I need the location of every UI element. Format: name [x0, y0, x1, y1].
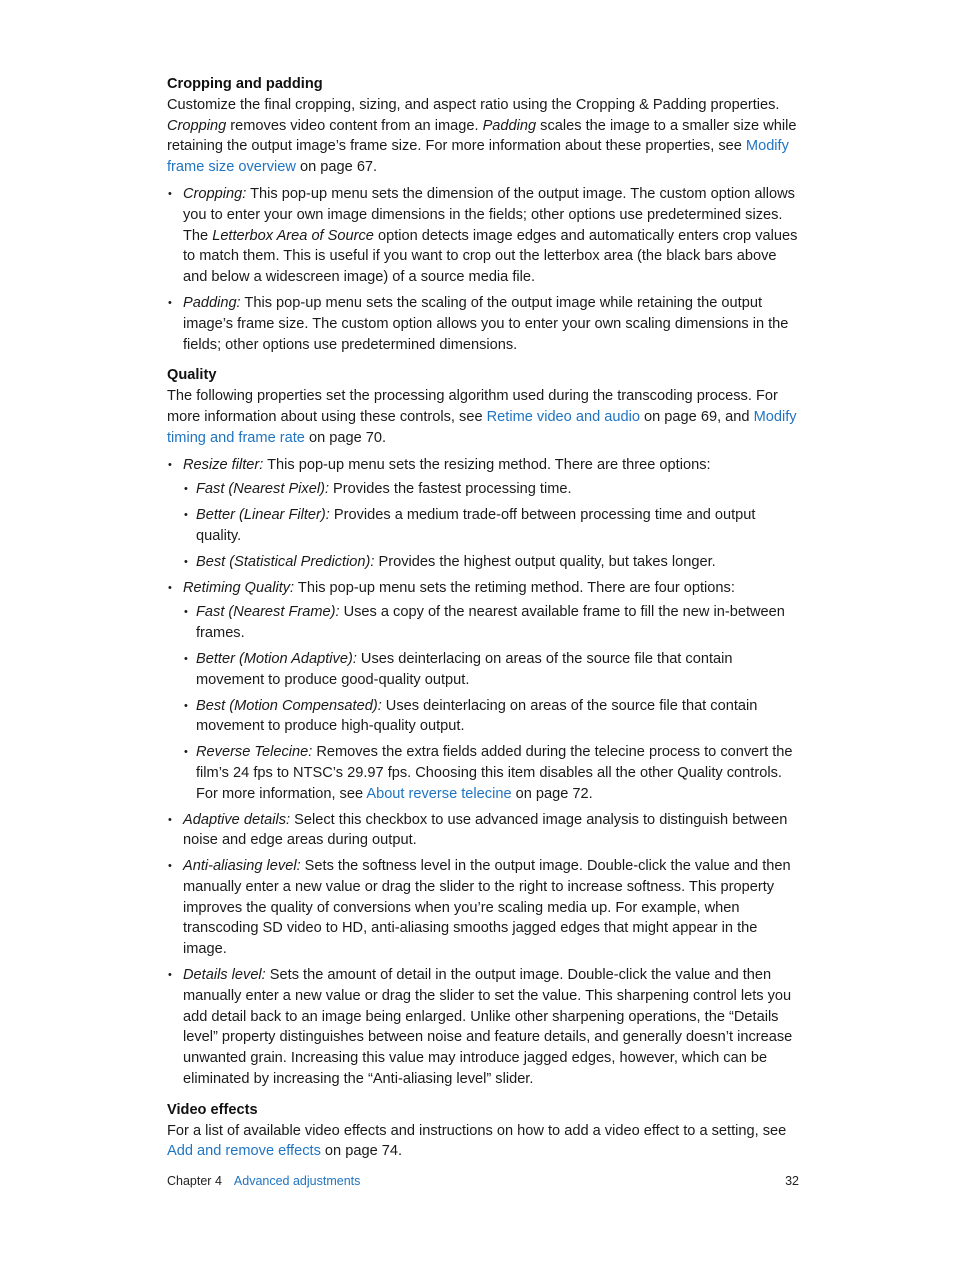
- cropping-list: [167, 184, 799, 355]
- effects-intro: [167, 1121, 799, 1163]
- text: For a list of available video effects and instructions on how to add a video effect to a setting, see: [167, 1122, 787, 1139]
- text: on page 67.: [295, 159, 378, 176]
- list-item: [183, 649, 799, 691]
- term: Letterbox Area of Source: [212, 227, 374, 244]
- text: scales the image to a smaller size while retaining the output image’s frame size. For more information about these properties, see: [167, 117, 797, 155]
- term: Best (Statistical Prediction):: [196, 553, 375, 570]
- list-item-adaptive-details: [167, 810, 799, 852]
- list-item: [183, 602, 799, 644]
- term: Cropping: [167, 117, 227, 134]
- text: Customize the final cropping, sizing, and aspect ratio using the Cropping & Padding properties.: [167, 96, 780, 113]
- term: Best (Motion Compensated):: [196, 697, 382, 714]
- list-item-anti-aliasing: [167, 856, 799, 960]
- text: Select this checkbox to use advanced image analysis to distinguish between noise and edge areas during output.: [183, 811, 788, 849]
- term: Fast (Nearest Frame):: [196, 604, 340, 621]
- page-footer: [167, 1172, 799, 1190]
- term: Cropping:: [183, 185, 247, 202]
- link-modify-frame-size[interactable]: Modify frame size overview: [167, 138, 789, 176]
- link-about-reverse-telecine[interactable]: About reverse telecine: [366, 785, 512, 802]
- text: Sets the amount of detail in the output image. Double-click the value and then manually enter a new value or drag the slider to set the value. This sharpening control lets you add detail back to an image being enlarged. Unlike other sharpening operations, the “Details level” property distinguishes between noise and feature details, and generally doesn’t increase unwanted grain. Increasing this value may introduce jagged edges, however, which can be eliminated by increasing the “Anti-aliasing level” slider.: [183, 967, 793, 1088]
- link-retime-video[interactable]: Retime video and audio: [486, 408, 640, 425]
- quality-intro: [167, 386, 799, 448]
- quality-section: [167, 365, 799, 1090]
- text: Uses deinterlacing on areas of the source file that contain movement to produce good-quality output.: [196, 650, 733, 688]
- text: on page 70.: [304, 429, 387, 446]
- cropping-intro: [167, 95, 799, 178]
- term: Resize filter:: [183, 456, 264, 473]
- term: Adaptive details:: [183, 811, 291, 828]
- text: This pop-up menu sets the dimension of the output image. The custom option allows you to enter your own image dimensions in the fields; other options use predetermined sizes. The: [183, 185, 795, 244]
- text: Removes the extra fields added during the telecine process to convert the film’s 24 fps to NTSC’s 29.97 fps. Choosing this item disables all the other Quality controls. For more information, see: [196, 744, 793, 802]
- text: removes video content from an image.: [226, 117, 483, 134]
- text: This pop-up menu sets the retiming method. There are four options:: [294, 579, 735, 596]
- term: Better (Linear Filter):: [196, 507, 330, 524]
- chapter-title-link[interactable]: Advanced adjustments: [233, 1174, 361, 1188]
- text: Uses a copy of the nearest available frame to fill the new in-between frames.: [196, 604, 785, 642]
- list-item-reverse-telecine: [183, 742, 799, 804]
- effects-section: [167, 1100, 799, 1162]
- list-item-details-level: [167, 965, 799, 1090]
- text: Provides the fastest processing time.: [329, 481, 572, 498]
- list-item-retiming-quality: [167, 578, 799, 805]
- text: This pop-up menu sets the resizing method. There are three options:: [263, 456, 711, 473]
- cropping-section: [167, 74, 799, 355]
- term: Reverse Telecine:: [196, 744, 313, 761]
- term: Anti-aliasing level:: [183, 858, 301, 875]
- effects-heading: Video effects: [167, 1101, 258, 1118]
- link-modify-timing[interactable]: Modify timing and frame rate: [167, 408, 797, 446]
- resize-options: [183, 479, 799, 572]
- text: on page 72.: [511, 785, 593, 802]
- term: Fast (Nearest Pixel):: [196, 481, 329, 498]
- list-item: [183, 505, 799, 547]
- text: on page 74.: [320, 1143, 403, 1160]
- retiming-options: [183, 602, 799, 804]
- cropping-heading: Cropping and padding: [167, 76, 323, 92]
- term: Retiming Quality:: [183, 579, 295, 596]
- text: option detects image edges and automatically enters crop values to match them. This is useful if you want to crop out the letterbox area (the black bars above and below a widescreen image) of a source media file.: [183, 227, 798, 286]
- list-item: [183, 696, 799, 738]
- link-add-remove-effects[interactable]: Add and remove effects: [167, 1143, 321, 1160]
- list-item: [183, 479, 799, 500]
- text: Provides the highest output quality, but takes longer.: [374, 553, 716, 570]
- text: Provides a medium trade-off between processing time and output quality.: [196, 507, 756, 544]
- quality-list: [167, 455, 799, 1090]
- list-item-cropping: [167, 184, 799, 288]
- term: Padding: [482, 117, 537, 134]
- text: Uses deinterlacing on areas of the source file that contain movement to produce high-quality output.: [196, 697, 758, 735]
- page-content: [167, 74, 799, 1172]
- term: Better (Motion Adaptive):: [196, 650, 357, 667]
- list-item-padding: [167, 293, 799, 355]
- list-item: [183, 552, 799, 573]
- chapter-label: Chapter 4: [167, 1174, 222, 1188]
- quality-heading: Quality: [167, 367, 217, 384]
- text: Sets the softness level in the output image. Double-click the value and then manually enter a new value or drag the slider to the right to increase softness. This property improves the quality of conversions when you’re scaling media up. For example, when transcoding SD video to HD, anti-aliasing smooths jagged edges that might appear in the image.: [183, 858, 791, 958]
- text: This pop-up menu sets the scaling of the output image while retaining the output image’s frame size. The custom option allows you to enter your own scaling dimensions in the fields; other options use predetermined dimensions.: [183, 294, 789, 353]
- term: Details level:: [183, 967, 266, 984]
- text: on page 69, and: [639, 408, 754, 425]
- text: The following properties set the processing algorithm used during the transcoding process. For more information about using these controls, see: [167, 388, 778, 425]
- list-item-resize-filter: [167, 455, 799, 573]
- term: Padding:: [183, 294, 241, 311]
- page-number: 32: [785, 1174, 799, 1188]
